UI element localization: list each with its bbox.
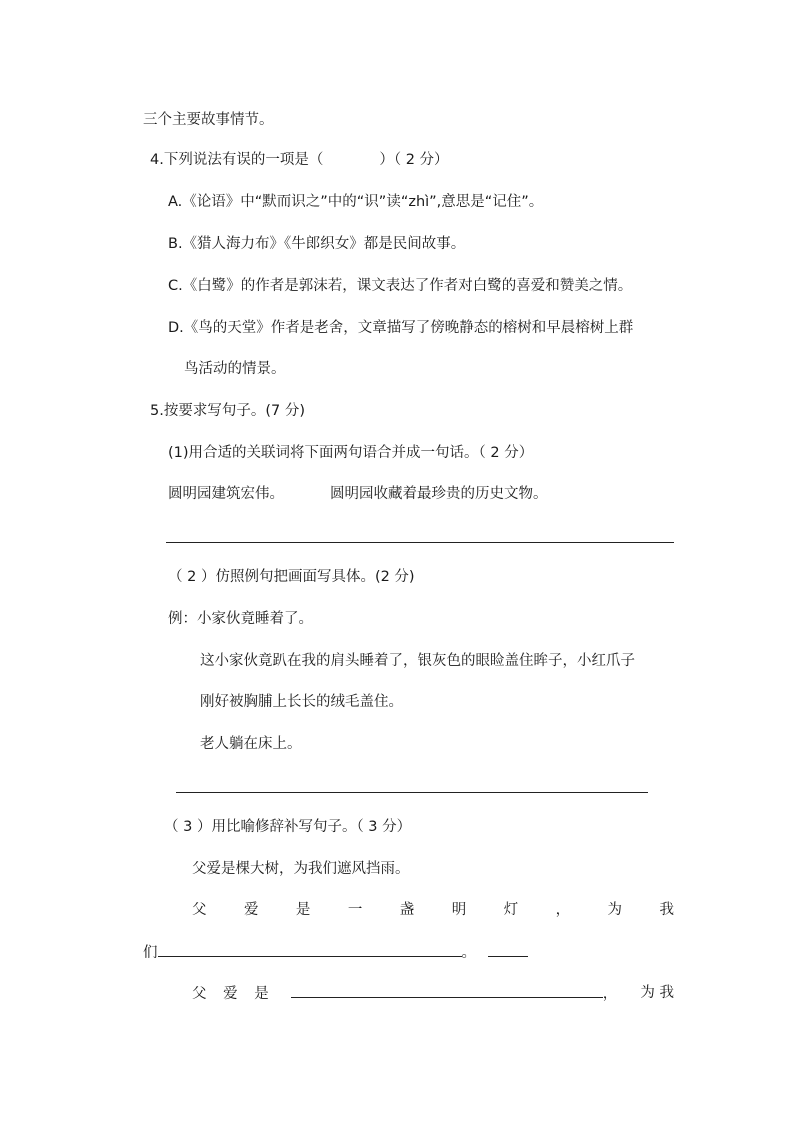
q5-p3-line2-end: 。 [461, 945, 476, 961]
q5-p3-line1-char: 明 [451, 902, 467, 918]
q5-p2-title: （ 2 ）仿照例句把画面写具体。(2 分) [168, 569, 415, 585]
q5-p2-example-label: 例：小家伙竟睡着了。 [168, 611, 313, 627]
q5-p3-line2-start: 们 [143, 945, 158, 961]
q4-option-d-cont: 鸟活动的情景。 [184, 361, 286, 377]
q5-p3-line1-char: 爱 [243, 902, 259, 918]
q5-p3-line3-end: 为 我 [640, 985, 674, 1001]
q5-p1-sentences [168, 484, 548, 504]
q5-p3-blank-1[interactable] [158, 942, 462, 957]
q5-p3-line1-char: 是 [295, 902, 311, 918]
q5-p1-sentence-a: 圆明园建筑宏伟。 [168, 486, 284, 502]
q5-p1-answer-line[interactable] [166, 542, 674, 543]
q5-p3-line2 [143, 942, 528, 963]
q4-stem [150, 150, 449, 170]
q5-p3-line3 [192, 983, 674, 1004]
q5-p2-example-line1: 这小家伙竟趴在我的肩头睡着了，银灰色的眼睑盖住眸子，小红爪子 [200, 653, 635, 669]
q4-stem-a: 4.下列说法有误的一项是（ [150, 152, 324, 168]
q5-p3-line1-char: 灯 [503, 902, 519, 918]
q5-p3-blank-3[interactable] [291, 983, 603, 998]
q5-p3-example: 父爱是棵大树，为我们遮风挡雨。 [192, 861, 410, 877]
q5-p3-line1-char: 一 [347, 902, 363, 918]
q4-stem-b: ）（ 2 分） [379, 152, 449, 168]
q5-p3-title: （ 3 ）用比喻修辞补写句子。（ 3 分） [164, 819, 412, 835]
q4-option-c: C.《白鹭》的作者是郭沫若，课文表达了作者对白鹭的喜爱和赞美之情。 [168, 278, 633, 294]
q5-p3-line1-char: ， [555, 902, 571, 918]
q5-p1-sentence-b: 圆明园收藏着最珍贵的历史文物。 [330, 486, 548, 502]
q5-p3-line1 [192, 900, 674, 920]
q5-p2-prompt: 老人躺在床上。 [200, 736, 302, 752]
q4-option-d: D.《鸟的天堂》作者是老舍，文章描写了傍晚静态的榕树和早晨榕树上群 [168, 320, 634, 336]
q5-p1-title: (1)用合适的关联词将下面两句语合并成一句话。（ 2 分） [168, 445, 534, 461]
q5-p3-blank-2[interactable] [488, 942, 528, 957]
q5-p3-line1-char: 盏 [399, 902, 415, 918]
q4-option-a: A.《论语》中“默而识之”中的“识”读“zhì”,意思是“记住”。 [168, 194, 544, 210]
q5-p3-line1-char: 父 [192, 902, 207, 918]
q5-p2-example-line2: 刚好被胸脯上长长的绒毛盖住。 [200, 694, 403, 710]
intro-line: 三个主要故事情节。 [143, 112, 274, 128]
q5-p3-line3-start: 父 爱 是 [192, 986, 275, 1002]
q5-p3-line3-comma: ， [602, 986, 618, 1002]
q5-p2-answer-line[interactable] [176, 792, 648, 793]
q5-p3-line1-char: 我 [659, 902, 674, 918]
q5-title: 5.按要求写句子。(7 分) [150, 403, 305, 419]
q4-option-b: B.《猎人海力布》《牛郎织女》都是民间故事。 [168, 236, 466, 252]
q5-p3-line1-char: 为 [607, 902, 622, 918]
